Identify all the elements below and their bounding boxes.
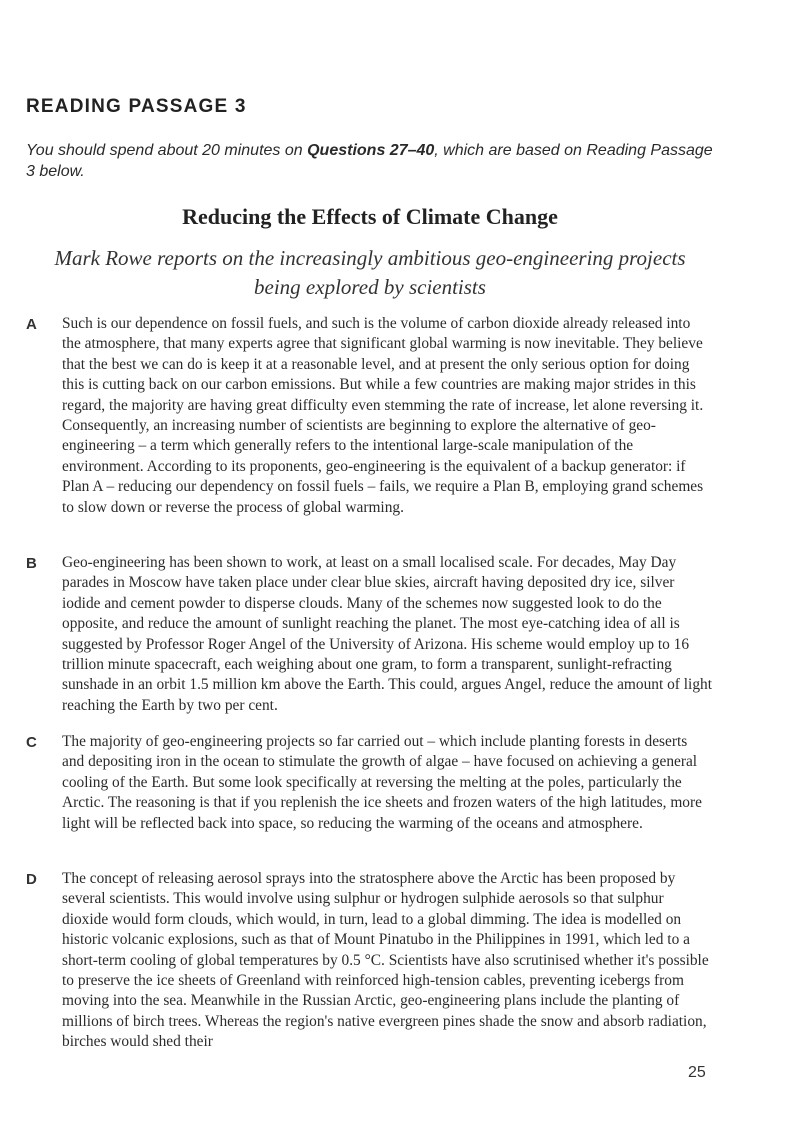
paragraph-letter-a: A: [26, 316, 37, 333]
article-subtitle: Mark Rowe reports on the increasingly ambitious geo-engineering projects being explored by scientists: [54, 246, 686, 299]
paragraph-letter-b: B: [26, 555, 37, 572]
paragraph-letter-c: C: [26, 734, 37, 751]
instructions: [26, 140, 726, 182]
paragraph-c: The majority of geo-engineering projects so far carried out – which include planting forests in deserts and depositing iron in the ocean to stimulate the growth of algae – have focused on achieving a general cooling of the Earth. But some look specifically at reversing the melting at the poles, particularly the Arctic. The reasoning is that if you replenish the ice sheets and frozen waters of the high latitudes, more light will be reflected back into space, so reducing the warming of the oceans and atmosphere.: [62, 733, 702, 832]
passage-heading: READING PASSAGE 3: [26, 96, 247, 117]
page-number: 25: [688, 1064, 706, 1081]
instructions-text-start: You should spend about 20 minutes on: [26, 142, 308, 159]
paragraph-d: The concept of releasing aerosol sprays into the stratosphere above the Arctic has been proposed by several scientists. This would involve using sulphur or hydrogen sulphide aerosols so that sulphur dioxide would form clouds, which would, in turn, lead to a global dimming. The idea is modelled on historic volcanic explosions, such as that of Mount Pinatubo in the Philippines in 1991, which led to a short-term cooling of global temperatures by 0.5 °C. Scientists have also scrutinised whether it's possible to preserve the ice sheets of Greenland with reinforced high-tension cables, preventing icebergs from moving into the sea. Meanwhile in the Russian Arctic, geo-engineering plans include the planting of millions of birch trees. Whereas the region's native evergreen pines shade the snow and absorb radiation, birches would shed their: [62, 870, 709, 1051]
paragraph-a: Such is our dependence on fossil fuels, and such is the volume of carbon dioxide already released into the atmosphere, that many experts agree that significant global warming is now inevitable. They believe that the best we can do is keep it at a reasonable level, and at present the only serious option for doing this is cutting back on our carbon emissions. But while a few countries are making major strides in this regard, the majority are having great difficulty even stemming the rate of increase, let alone reversing it. Consequently, an increasing number of scientists are beginning to explore the alternative of geo-engineering – a term which generally refers to the intentional large-scale manipulation of the environment. According to its proponents, geo-engineering is the equivalent of a backup generator: if Plan A – reducing our dependency on fossil fuels – fails, we require a Plan B, employing grand schemes to slow down or reverse the process of global warming.: [62, 315, 704, 516]
article-title: Reducing the Effects of Climate Change: [182, 204, 558, 229]
questions-range: Questions 27–40: [307, 142, 435, 159]
paragraph-b: Geo-engineering has been shown to work, at least on a small localised scale. For decades, May Day parades in Moscow have taken place under clear blue skies, aircraft having deposited dry ice, silver iodide and cement powder to disperse clouds. Many of the schemes now suggested look to do the opposite, and reduce the amount of sunlight reaching the planet. The most eye-catching idea of all is suggested by Professor Roger Angel of the University of Arizona. His scheme would employ up to 16 trillion minute spacecraft, each weighing about one gram, to form a transparent, sunlight-refracting sunshade in an orbit 1.5 million km above the Earth. This could, argues Angel, reduce the amount of light reaching the Earth by two per cent.: [62, 554, 712, 714]
instructions-text-end: , which are based on Reading Passage 3 below.: [26, 142, 713, 180]
paragraph-letter-d: D: [26, 871, 37, 888]
